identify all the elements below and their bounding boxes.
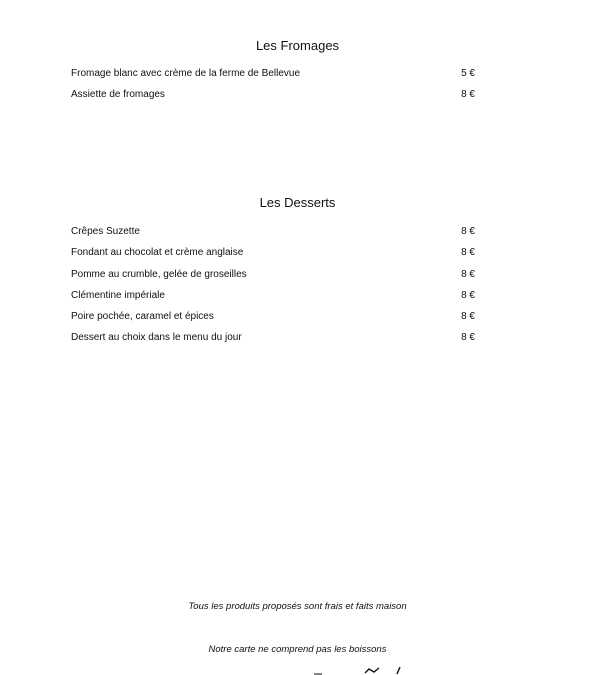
item-price: 5 € — [461, 68, 475, 79]
item-price: 8 € — [461, 268, 475, 280]
item-price: 8 € — [461, 226, 475, 237]
desserts-list — [71, 221, 475, 349]
section-title-desserts: Les Desserts — [259, 195, 336, 210]
fromages-list — [71, 63, 475, 106]
fresh-products-note: Tous les produits proposés sont frais et faits maison — [188, 601, 407, 612]
item-price: 8 € — [461, 89, 475, 101]
drinks-note: Notre carte ne comprend pas les boissons — [208, 644, 387, 655]
list-item — [71, 306, 475, 327]
item-name: Clémentine impériale — [71, 289, 165, 301]
list-item — [71, 264, 475, 285]
cut-off-signature — [0, 667, 595, 675]
item-name: Fondant au chocolat et crème anglaise — [71, 247, 244, 259]
item-price: 8 € — [461, 289, 475, 301]
item-price: 8 € — [461, 247, 475, 259]
list-item — [71, 63, 475, 84]
item-name: Poire pochée, caramel et épices — [71, 311, 214, 323]
item-name: Pomme au crumble, gelée de groseilles — [71, 268, 247, 280]
list-item — [71, 327, 475, 348]
list-item — [71, 84, 475, 105]
section-title-fromages: Les Fromages — [255, 38, 340, 53]
item-name: Crêpes Suzette — [71, 226, 140, 237]
item-price: 8 € — [461, 332, 475, 344]
list-item — [71, 285, 475, 306]
item-name: Assiette de fromages — [71, 89, 165, 101]
list-item — [71, 221, 475, 242]
item-name: Fromage blanc avec crème de la ferme de Bellevue — [71, 68, 301, 79]
item-name: Dessert au choix dans le menu du jour — [71, 332, 242, 344]
item-price: 8 € — [461, 311, 475, 323]
list-item — [71, 242, 475, 263]
